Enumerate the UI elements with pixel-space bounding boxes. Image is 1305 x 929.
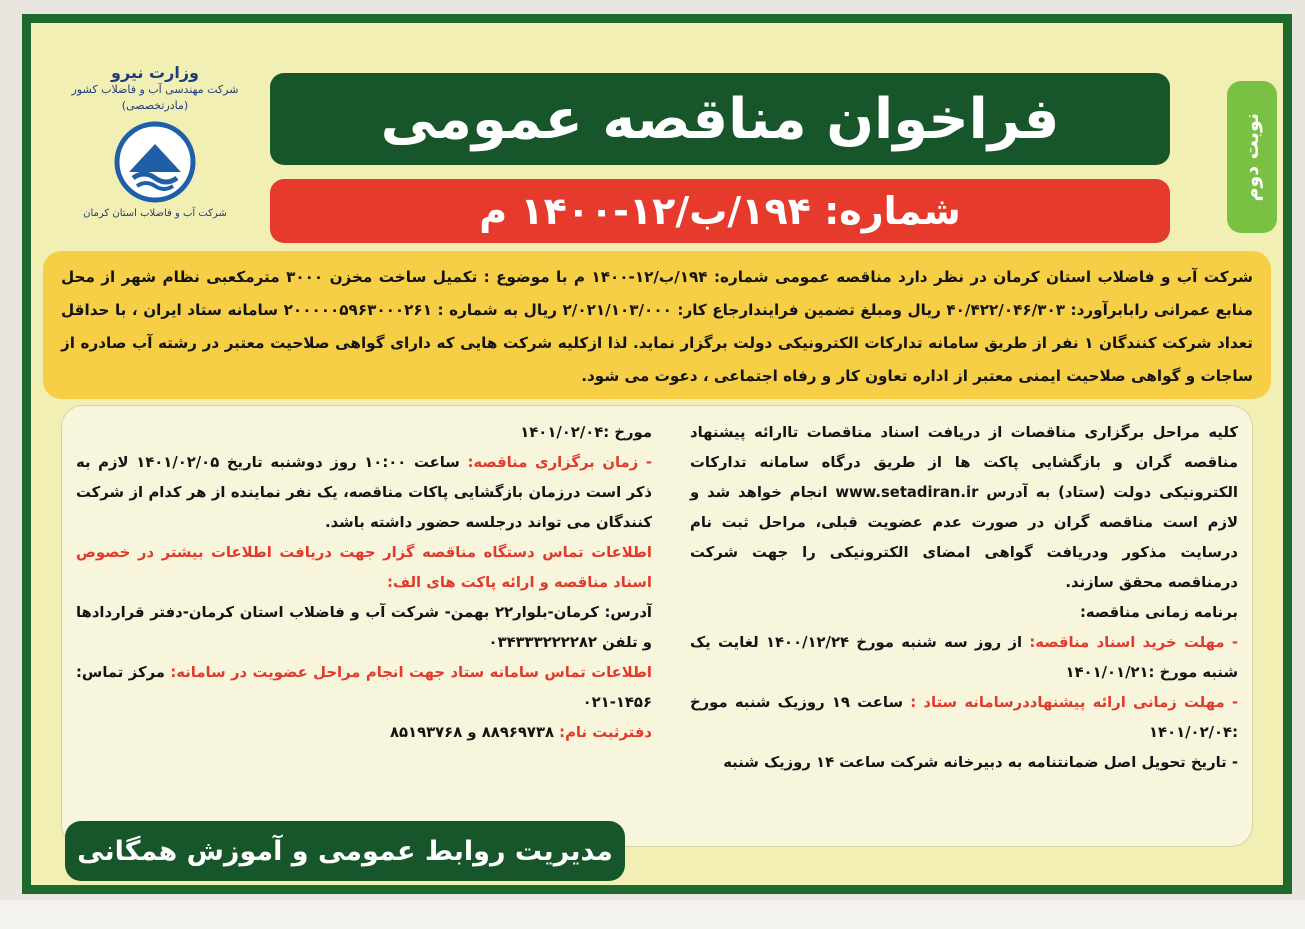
setad-contact <box>76 658 652 718</box>
schedule-item-text: ساعت ۱۹ روزیک شنبه مورخ :۱۴۰۱/۰۲/۰۴ <box>690 694 1238 741</box>
contact-address: آدرس: کرمان-بلوار۲۲ بهمن- شرکت آب و فاضلاب استان کرمان-دفتر قراردادها و تلفن ۰۳۴۳۳۳۲۲۲۲۸۲ <box>76 604 652 651</box>
water-company-logo-icon <box>113 120 197 204</box>
holding-label: - زمان برگزاری مناقصه: <box>467 454 653 471</box>
holding-text: ساعت ۱۰:۰۰ روز دوشنبه تاریخ ۱۴۰۱/۰۲/۰۵ لازم به ذکر است درزمان بازگشایی پاکات مناقصه، یک نفر نماینده از هر کدام از شرکت کنندگان می تواند درجلسه حضور داشته باشد. <box>76 454 652 531</box>
guarantee-date: مورخ :۱۴۰۱/۰۲/۰۴ <box>520 424 652 441</box>
contact-column <box>76 418 652 748</box>
details-box <box>61 405 1253 847</box>
paper-background <box>0 900 1305 929</box>
setad-contact-number: مرکز تماس: ۱۴۵۶-۰۲۱ <box>76 664 652 711</box>
organization-logo-block <box>55 59 255 249</box>
schedule-item-guarantee: - تاریخ تحویل اصل ضمانتنامه به دبیرخانه شرکت ساعت ۱۴ روزیک شنبه <box>723 754 1238 771</box>
ministry-name: وزارت نیرو <box>111 63 199 82</box>
second-publication-badge <box>1227 81 1277 233</box>
procedure-column <box>690 418 1238 778</box>
contact-heading: اطلاعات تماس دستگاه مناقصه گزار جهت دریافت اطلاعات بیشتر در خصوص اسناد مناقصه و ارائه پاکت های الف: <box>76 544 652 591</box>
registry-label: دفترثبت نام: <box>559 724 652 741</box>
schedule-heading: برنامه زمانی مناقصه: <box>1080 604 1238 621</box>
procedure-text-end: انجام خواهد شد و لازم است مناقصه گران در صورت عدم عضویت قبلی، مراحل ثبت نام درسایت مذکور ودریافت گواهی امضای الکترونیکی را جهت شرکت درمناقصه محقق سازند. <box>690 484 1238 591</box>
procedure-text-start: کلیه مراحل برگزاری مناقصات از دریافت اسناد مناقصات تاارائه پیشنهاد مناقصه گران و بازگشایی پاکت ها از طریق درگاه سامانه تدارکات الکترونیکی دولت (ستاد) به آدرس <box>690 424 1238 501</box>
parent-company-name: شرکت مهندسی آب و فاضلاب کشور <box>71 83 239 96</box>
schedule-item-label: - مهلت زمانی ارائه پیشنهاددرسامانه ستاد : <box>910 694 1239 711</box>
tender-number: شماره: ۱۹۴/ب/۱۲-۱۴۰۰ م <box>270 179 1170 243</box>
page-title: فراخوان مناقصه عمومی <box>270 73 1170 165</box>
tender-holding-time <box>76 448 652 538</box>
schedule-item-submission <box>690 688 1238 748</box>
setad-website-link[interactable]: www.setadiran.ir <box>835 484 979 501</box>
advertisement-frame <box>22 14 1292 894</box>
schedule-item-label: - مهلت خرید اسناد مناقصه: <box>1029 634 1238 651</box>
schedule-item-text: از روز سه شنبه مورخ ۱۴۰۰/۱۲/۲۴ لغایت یک شنبه مورخ :۱۴۰۱/۰۱/۲۱ <box>690 634 1238 681</box>
procedure-paragraph <box>690 418 1238 598</box>
setad-contact-heading: اطلاعات تماس سامانه ستاد جهت انجام مراحل عضویت در سامانه: <box>170 664 652 681</box>
registry-phones: ۸۸۹۶۹۷۳۸ و ۸۵۱۹۳۷۶۸ <box>389 724 555 741</box>
parent-company-type: (مادرتخصصی) <box>121 99 189 112</box>
schedule-item-purchase <box>690 628 1238 688</box>
footer-department: مدیریت روابط عمومی و آموزش همگانی <box>65 821 625 881</box>
regional-company-name: شرکت آب و فاضلاب استان کرمان <box>83 208 227 219</box>
intro-paragraph: شرکت آب و فاضلاب استان کرمان در نظر دارد مناقصه عمومی شماره: ۱۹۴/ب/۱۲-۱۴۰۰ م با موضوع : تکمیل ساخت مخزن ۳۰۰۰ مترمکعبی نظام شهر از محل منابع عمرانی رابابرآورد: ۴۰/۴۲۲/۰۴۶/۳۰۳ ریال ومبلغ تضمین فرایندارجاع کار: ۲/۰۲۱/۱۰۳/۰۰۰ ریال به شماره : ۲۰۰۰۰۰۵۹۶۳۰۰۰۲۶۱ سامانه ستاد ایران ، با حداقل تعداد شرکت کنندگان ۱ نفر از طریق سامانه تدارکات الکترونیکی دولت برگزار نماید. لذا ازکلیه شرکت هایی که دارای گواهی صلاحیت معتبر در رشته آب صادره از ساجات و گواهی صلاحیت ایمنی معتبر از اداره تعاون کار و رفاه اجتماعی ، دعوت می شود. <box>43 251 1271 399</box>
badge-label: نوبت دوم <box>1241 112 1263 202</box>
registry-office <box>76 718 652 748</box>
